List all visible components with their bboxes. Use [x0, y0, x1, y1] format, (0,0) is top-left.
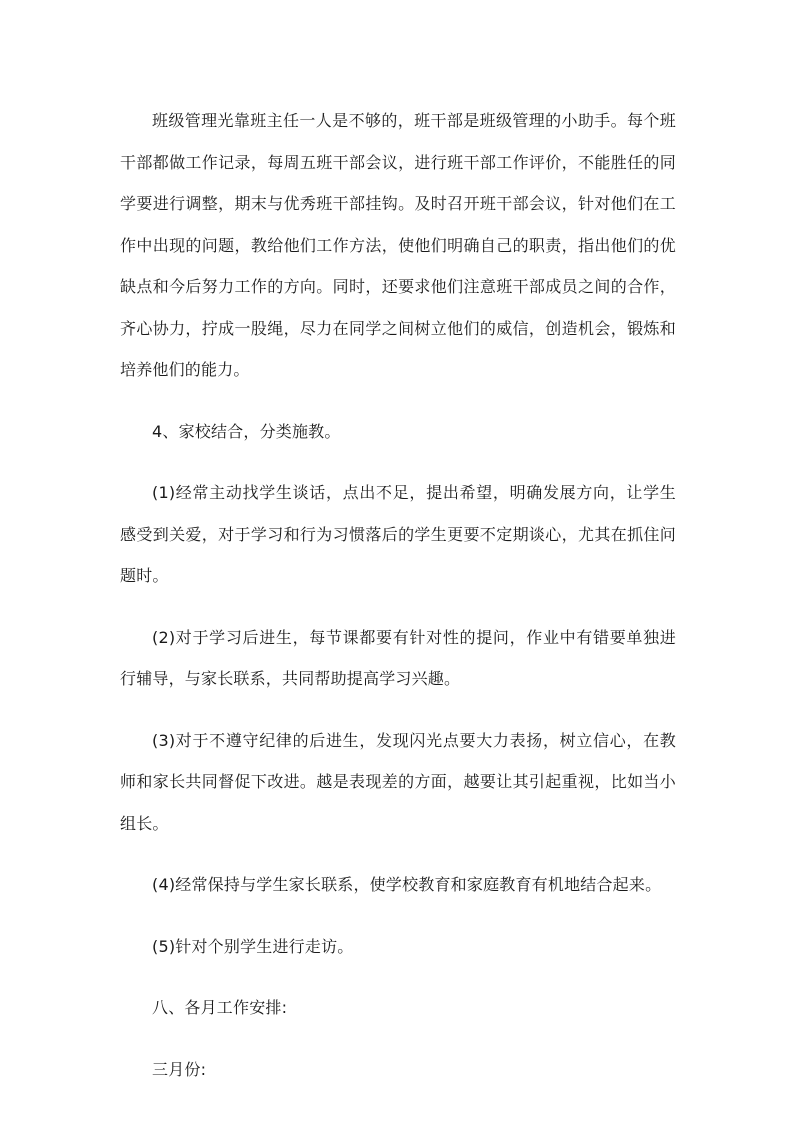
paragraph-item-3: (3)对于不遵守纪律的后进生，发现闪光点要大力表扬，树立信心，在教师和家长共同督促下改进。越是表现差的方面，越要让其引起重视，比如当小组长。 [120, 730, 676, 833]
heading-home-school-cooperation: 4、家校结合，分类施教。 [152, 421, 341, 441]
paragraph-class-cadre-management: 班级管理光靠班主任一人是不够的，班干部是班级管理的小助手。每个班干部都做工作记录，每周五班干部会议，进行班干部工作评价，不能胜任的同学要进行调整，期末与优秀班干部挂钩。及时召开班干部会议，针对他们在工作中出现的问题，教给他们工作方法，使他们明确自己的职责，指出他们的优缺点和今后努力工作的方向。同时，还要求他们注意班干部成员之间的合作，齐心协力，拧成一股绳，尽力在同学之间树立他们的威信，创造机会，锻炼和培养他们的能力。 [120, 111, 676, 379]
paragraph-item-5: (5)针对个别学生进行走访。 [152, 936, 354, 956]
paragraph-item-2: (2)对于学习后进生，每节课都要有针对性的提问，作业中有错要单独进行辅导，与家长联系，共同帮助提高学习兴趣。 [120, 627, 676, 688]
heading-monthly-schedule: 八、各月工作安排: [152, 998, 288, 1017]
paragraph-item-1: (1)经常主动找学生谈话，点出不足，提出希望，明确发展方向，让学生感受到关爱，对于学习和行为习惯落后的学生更要不定期谈心，尤其在抓住问题时。 [120, 483, 676, 585]
heading-march: 三月份: [152, 1059, 207, 1079]
document-page [120, 100, 676, 1110]
paragraph-item-4: (4)经常保持与学生家长联系，使学校教育和家庭教育有机地结合起来。 [152, 875, 662, 894]
